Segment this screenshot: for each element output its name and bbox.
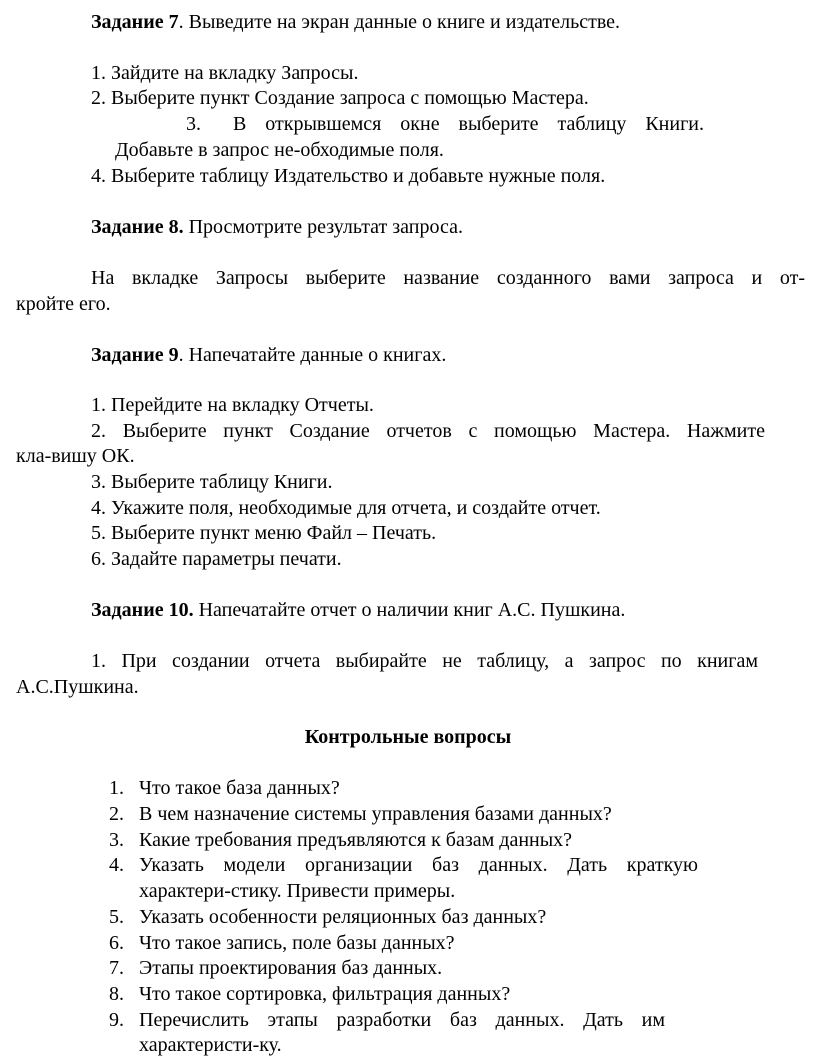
task8-paragraph-line1: На вкладке Запросы выберите название созданного вами запроса и от- (91, 267, 805, 289)
task9-step1: 1. Перейдите на вкладку Отчеты. (91, 394, 374, 416)
question-text: Указать особенности реляционных баз данных? (139, 906, 547, 928)
task8-paragraph-line2: кройте его. (16, 293, 111, 315)
task9-step2-line1: 2. Выберите пункт Создание отчетов с помощью Мастера. Нажмите (91, 420, 765, 442)
task7-step3-number: 3. (186, 113, 201, 135)
question-text-cont: характеристи-ку. (139, 1034, 282, 1056)
task7-label: Задание 7 (91, 11, 179, 33)
task9-step3: 3. Выберите таблицу Книги. (91, 471, 333, 493)
question-text-cont: характери-стику. Привести примеры. (139, 880, 456, 902)
question-text: Перечислить этапы разработки баз данных. Дать им (139, 1009, 665, 1031)
task8-label: Задание 8. (91, 216, 184, 238)
question-number: 3. (109, 829, 124, 851)
task9-step6: 6. Задайте параметры печати. (91, 548, 342, 570)
task7-step3: В открывшемся окне выберите таблицу Книги. (233, 113, 704, 135)
task10-title: Напечатайте отчет о наличии книг А.С. Пушкина. (193, 599, 626, 621)
task9-step4: 4. Укажите поля, необходимые для отчета, и создайте отчет. (91, 497, 601, 519)
task7-step1: 1. Зайдите на вкладку Запросы. (91, 62, 359, 84)
task10-label: Задание 10. (91, 599, 194, 621)
question-number: 7. (109, 957, 124, 979)
task7-step4: 4. Выберите таблицу Издательство и добавьте нужные поля. (91, 165, 606, 187)
question-text: Этапы проектирования баз данных. (139, 957, 443, 979)
task10-step1-line1: 1. При создании отчета выбирайте не таблицу, а запрос по книгам (91, 650, 758, 672)
question-text: Что такое запись, поле базы данных? (139, 932, 455, 954)
task7-step3-cont: Добавьте в запрос не-обходимые поля. (115, 139, 444, 161)
task9-heading (91, 342, 446, 368)
task8-title: Просмотрите результат запроса. (183, 216, 463, 238)
question-number: 6. (109, 932, 124, 954)
question-number: 9. (109, 1009, 124, 1031)
task7-step2: 2. Выберите пункт Создание запроса с помощью Мастера. (91, 87, 589, 109)
task10-heading (91, 597, 625, 623)
task9-step2-line2: кла-вишу ОК. (16, 445, 135, 467)
question-text: В чем назначение системы управления базами данных? (139, 803, 612, 825)
question-text: Указать модели организации баз данных. Дать краткую (139, 854, 698, 876)
question-number: 4. (109, 854, 124, 876)
task9-label: Задание 9 (91, 344, 179, 366)
question-number: 1. (109, 777, 124, 799)
task7-title: . Выведите на экран данные о книге и издательстве. (178, 11, 621, 33)
questions-title: Контрольные вопросы (304, 726, 512, 748)
task8-heading (91, 214, 463, 240)
task9-step5: 5. Выберите пункт меню Файл – Печать. (91, 522, 437, 544)
question-text: Что такое сортировка, фильтрация данных? (139, 983, 511, 1005)
question-number: 8. (109, 983, 124, 1005)
question-text: Что такое база данных? (139, 777, 340, 799)
task10-step1-line2: А.С.Пушкина. (16, 676, 139, 698)
question-text: Какие требования предъявляются к базам данных? (139, 829, 573, 851)
question-number: 2. (109, 803, 124, 825)
task7-heading (91, 9, 620, 35)
question-number: 5. (109, 906, 124, 928)
task9-title: . Напечатайте данные о книгах. (178, 344, 447, 366)
